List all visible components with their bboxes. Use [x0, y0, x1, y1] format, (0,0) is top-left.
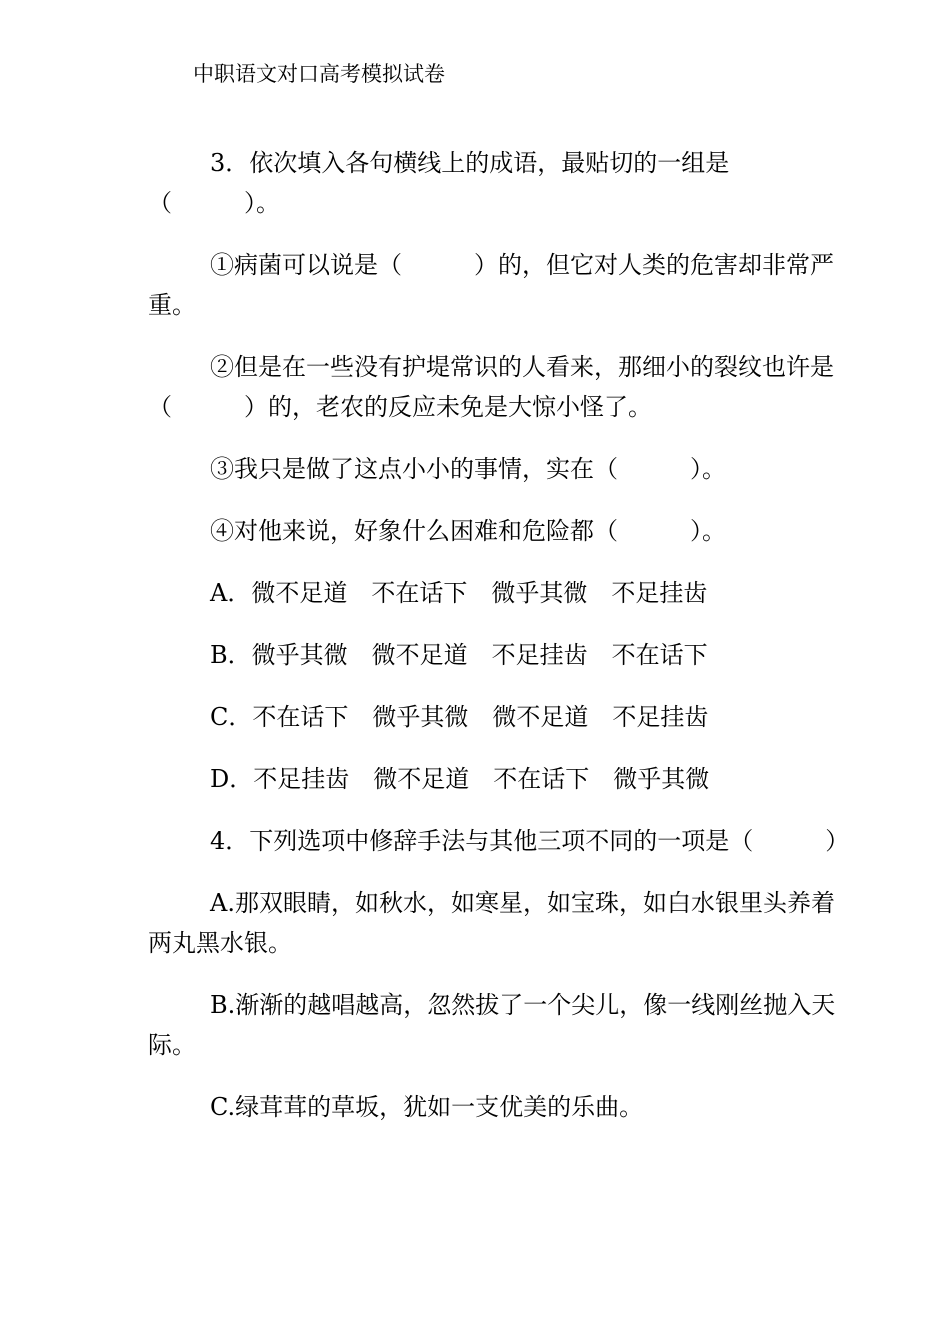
page-header: 中职语文对口高考模拟试卷 [193, 62, 445, 86]
question-3-sentence-3: ③我只是做了这点小小的事情，实在（ ）。 [210, 455, 726, 483]
question-4-option-a: A.那双眼睛，如秋水，如寒星，如宝珠，如白水银里头养着两丸黑水银。 [148, 889, 835, 957]
question-3-sentence-4: ④对他来说，好象什么困难和危险都（ ）。 [210, 517, 726, 545]
question-4-stem: 4．下列选项中修辞手法与其他三项不同的一项是（ ） [210, 827, 850, 855]
question-3-option-d: D．不足挂齿 微不足道 不在话下 微乎其微 [210, 765, 710, 793]
question-3-option-a: A．微不足道 不在话下 微乎其微 不足挂齿 [210, 579, 708, 607]
document-body [148, 143, 848, 1127]
question-4-option-b: B.渐渐的越唱越高，忽然拔了一个尖儿，像一线刚丝抛入天际。 [148, 991, 836, 1059]
question-3-sentence-1: ①病菌可以说是（ ）的，但它对人类的危害却非常严重。 [148, 251, 834, 319]
question-3-sentence-2: ②但是在一些没有护堤常识的人看来，那细小的裂纹也许是（ ）的，老农的反应未免是大惊小怪了。 [148, 353, 834, 421]
question-3-stem: 3．依次填入各句横线上的成语，最贴切的一组是（ ）。 [148, 149, 730, 217]
question-3-option-b: B．微乎其微 微不足道 不足挂齿 不在话下 [210, 641, 708, 669]
question-4-option-c: C.绿茸茸的草坂，犹如一支优美的乐曲。 [210, 1093, 644, 1121]
question-3-option-c: C．不在话下 微乎其微 微不足道 不足挂齿 [210, 703, 709, 731]
